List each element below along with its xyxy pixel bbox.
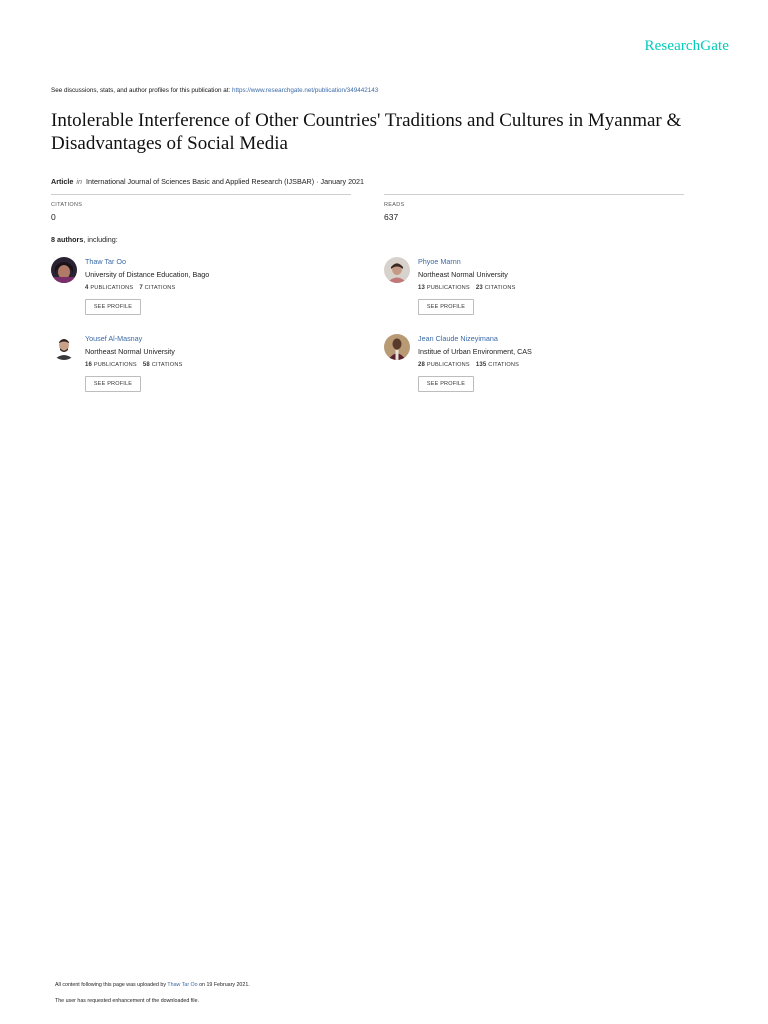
in-word: in: [76, 177, 82, 186]
author-name-link[interactable]: Thaw Tar Oo: [85, 257, 127, 266]
publication-title: Intolerable Interference of Other Countries' Traditions and Cultures in Myanmar & Disadvantages of Social Media: [51, 110, 682, 154]
publication-type: Article: [51, 177, 74, 186]
publications-count: 4: [85, 285, 89, 291]
author-card: [51, 334, 351, 394]
author-avatar[interactable]: [51, 257, 77, 283]
author-photo-icon: [384, 334, 410, 360]
author-avatar[interactable]: [51, 334, 77, 360]
author-photo-icon: [384, 257, 410, 283]
author-institution: University of Distance Education, Bago: [85, 270, 210, 279]
upload-suffix: on 19 February 2021.: [197, 982, 250, 988]
author-avatar[interactable]: [384, 334, 410, 360]
citations-label: CITATIONS: [151, 362, 183, 368]
author-institution: Northeast Normal University: [85, 347, 175, 356]
citations-label: CITATIONS: [484, 285, 516, 291]
see-discussions-line: [51, 87, 378, 94]
enhancement-note: The user has requested enhancement of the downloaded file.: [55, 998, 199, 1004]
see-profile-button[interactable]: SEE PROFILE: [85, 299, 141, 315]
upload-prefix: All content following this page was uploaded by: [55, 982, 168, 988]
publications-count: 16: [85, 362, 93, 368]
citations-divider: [51, 194, 351, 195]
citations-value: 0: [51, 212, 56, 222]
author-stats: [85, 362, 183, 368]
publications-label: PUBLICATIONS: [426, 285, 470, 291]
authors-summary: [51, 235, 118, 244]
publication-meta: [51, 177, 364, 186]
citations-label: CITATIONS: [51, 202, 83, 208]
authors-count: 8 authors: [51, 235, 84, 244]
reads-value: 637: [384, 212, 399, 222]
publications-count: 13: [418, 285, 426, 291]
citations-count: 23: [475, 285, 483, 291]
author-card: [384, 257, 684, 317]
publication-url-link[interactable]: https://www.researchgate.net/publication/349442143: [231, 87, 379, 94]
authors-suffix: , including:: [83, 235, 118, 244]
citations-count: 7: [139, 285, 143, 291]
see-profile-button[interactable]: SEE PROFILE: [418, 299, 474, 315]
citations-count: 58: [142, 362, 150, 368]
author-avatar[interactable]: [384, 257, 410, 283]
researchgate-logo[interactable]: ResearchGate: [644, 38, 729, 54]
see-profile-button[interactable]: SEE PROFILE: [85, 376, 141, 392]
author-stats: [85, 285, 175, 291]
citations-label: CITATIONS: [488, 362, 520, 368]
author-photo-icon: [51, 257, 77, 283]
see-profile-button[interactable]: SEE PROFILE: [418, 376, 474, 392]
publications-label: PUBLICATIONS: [90, 285, 134, 291]
see-discussions-text: See discussions, stats, and author profiles for this publication at:: [51, 87, 232, 94]
publications-count: 28: [418, 362, 426, 368]
author-card: [384, 334, 684, 394]
author-stats: [418, 285, 516, 291]
reads-label: READS: [384, 202, 405, 208]
author-card: [51, 257, 351, 317]
upload-note: [55, 982, 250, 988]
publications-label: PUBLICATIONS: [93, 362, 137, 368]
author-photo-icon: [51, 334, 77, 360]
author-institution: Northeast Normal University: [418, 270, 508, 279]
author-name-link[interactable]: Phyoe Marnn: [418, 257, 461, 266]
uploader-link[interactable]: Thaw Tar Oo: [167, 982, 198, 988]
author-name-link[interactable]: Yousef Al-Masnay: [85, 334, 143, 343]
reads-divider: [384, 194, 684, 195]
publications-label: PUBLICATIONS: [426, 362, 470, 368]
journal-and-date: International Journal of Sciences Basic and Applied Research (IJSBAR) · January 2021: [85, 177, 365, 186]
author-institution: Institue of Urban Environment, CAS: [418, 347, 532, 356]
author-name-link[interactable]: Jean Claude Nizeyimana: [418, 334, 498, 343]
citations-label: CITATIONS: [144, 285, 176, 291]
citations-count: 135: [475, 362, 487, 368]
author-stats: [418, 362, 519, 368]
